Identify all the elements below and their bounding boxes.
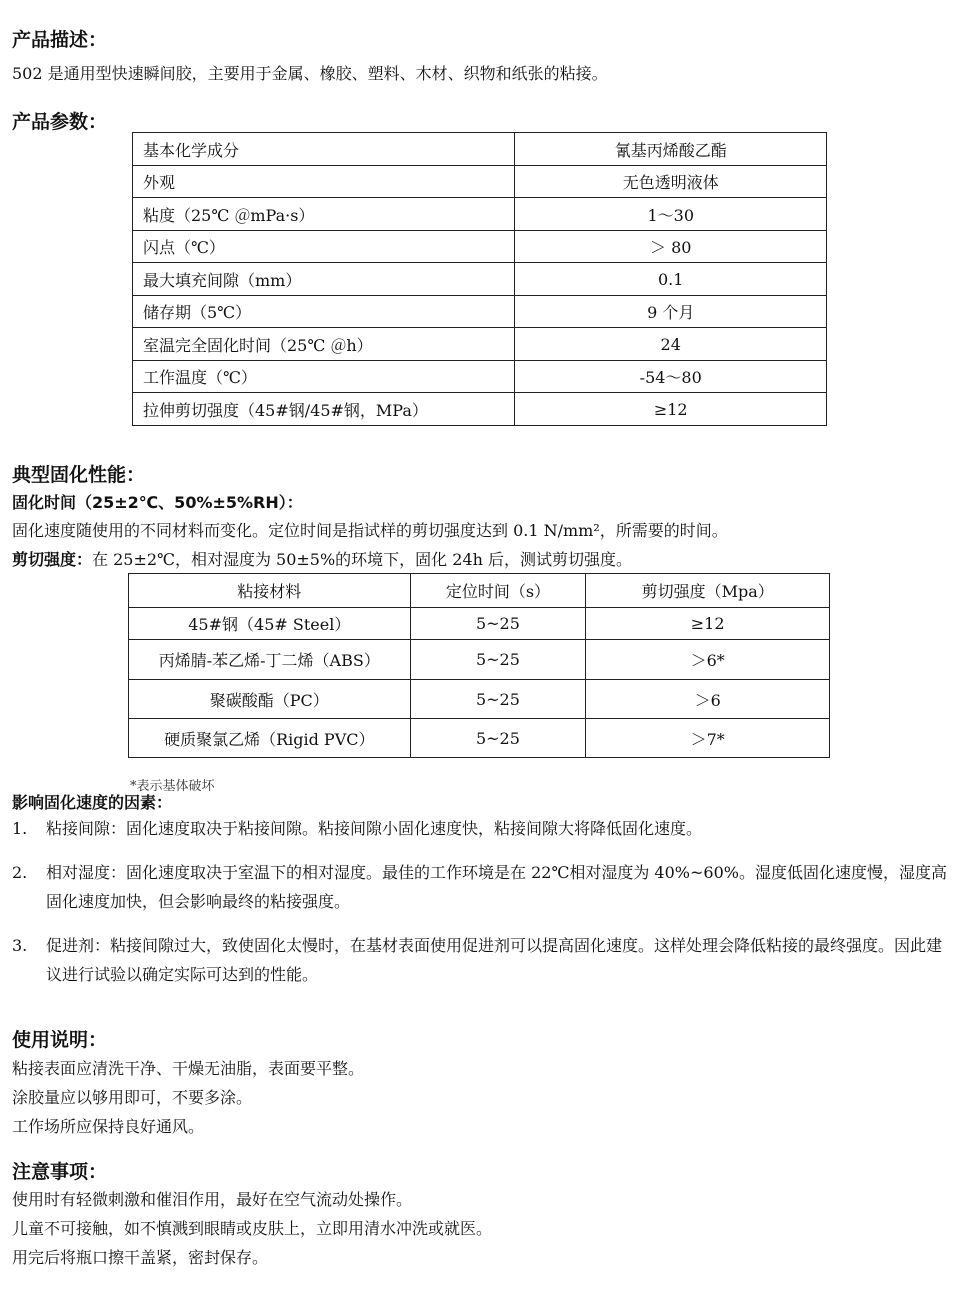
material-cell: 聚碳酸酯（PC） bbox=[129, 680, 411, 719]
param-label: 外观 bbox=[133, 166, 515, 198]
table-row bbox=[129, 680, 830, 719]
time-cell: 5~25 bbox=[410, 608, 586, 640]
column-header: 粘接材料 bbox=[129, 574, 411, 608]
param-value: 1～30 bbox=[515, 198, 827, 231]
param-value: 0.1 bbox=[515, 263, 827, 296]
section-title-description: 产品描述： bbox=[12, 29, 108, 51]
strength-cell: ＞6* bbox=[586, 640, 830, 680]
caution-line: 用完后将瓶口擦干盖紧，密封保存。 bbox=[12, 1248, 269, 1267]
time-cell: 5~25 bbox=[410, 680, 586, 719]
list-item bbox=[12, 858, 948, 916]
param-label: 基本化学成分 bbox=[133, 133, 515, 166]
list-item bbox=[12, 931, 948, 989]
param-value: ≥12 bbox=[515, 393, 827, 426]
cure-table bbox=[128, 573, 830, 758]
table-row bbox=[133, 231, 827, 263]
param-value: 无色透明液体 bbox=[515, 166, 827, 198]
strength-cell: ≥12 bbox=[586, 608, 830, 640]
cure-time-title: 固化时间（25±2℃、50%±5%RH）： bbox=[12, 493, 303, 512]
column-header: 定位时间（s） bbox=[410, 574, 586, 608]
table-row bbox=[133, 296, 827, 328]
table-header-row bbox=[129, 574, 830, 608]
list-text: 粘接间隙：固化速度取决于粘接间隙。粘接间隙小固化速度快，粘接间隙大将降低固化速度。 bbox=[46, 819, 703, 838]
caution-line: 儿童不可接触，如不慎溅到眼睛或皮肤上，立即用清水冲洗或就医。 bbox=[12, 1219, 493, 1238]
param-value: ＞ 80 bbox=[515, 231, 827, 263]
section-title-cure: 典型固化性能： bbox=[12, 464, 146, 486]
param-value: 9 个月 bbox=[515, 296, 827, 328]
param-value: 24 bbox=[515, 328, 827, 361]
param-label: 粘度（25℃ ＠mPa·s） bbox=[133, 198, 515, 231]
table-footnote: *表示基体破坏 bbox=[130, 779, 215, 794]
param-label: 最大填充间隙（mm） bbox=[133, 263, 515, 296]
table-row bbox=[133, 263, 827, 296]
caution-line: 使用时有轻微刺激和催泪作用，最好在空气流动处操作。 bbox=[12, 1190, 413, 1209]
shear-strength-label: 剪切强度： bbox=[12, 550, 93, 569]
section-title-usage: 使用说明： bbox=[12, 1029, 108, 1051]
description-text: 502 是通用型快速瞬间胶，主要用于金属、橡胶、塑料、木材、织物和纸张的粘接。 bbox=[12, 64, 608, 83]
section-title-parameters: 产品参数： bbox=[12, 111, 108, 133]
table-row bbox=[129, 608, 830, 640]
table-row bbox=[133, 198, 827, 231]
table-row bbox=[133, 166, 827, 198]
param-label: 工作温度（℃） bbox=[133, 361, 515, 393]
table-row bbox=[133, 328, 827, 361]
material-cell: 丙烯腈-苯乙烯-丁二烯（ABS） bbox=[129, 640, 411, 680]
param-label: 室温完全固化时间（25℃ ＠h） bbox=[133, 328, 515, 361]
list-number: 3. bbox=[12, 936, 28, 955]
material-cell: 45#钢（45# Steel） bbox=[129, 608, 411, 640]
usage-line: 工作场所应保持良好通风。 bbox=[12, 1117, 205, 1136]
material-cell: 硬质聚氯乙烯（Rigid PVC） bbox=[129, 719, 411, 758]
list-number: 2. bbox=[12, 863, 28, 882]
list-text: 相对湿度：固化速度取决于室温下的相对湿度。最佳的工作环境是在 22℃相对湿度为 40%~60%。湿度低固化速度慢，湿度高固化速度加快，但会影响最终的粘接强度。 bbox=[46, 863, 947, 911]
table-row bbox=[129, 640, 830, 680]
section-title-factors: 影响固化速度的因素： bbox=[12, 793, 173, 812]
param-label: 拉伸剪切强度（45#钢/45#钢，MPa） bbox=[133, 393, 515, 426]
list-text: 促进剂：粘接间隙过大，致使固化太慢时，在基材表面使用促进剂可以提高固化速度。这样处理会降低粘接的最终强度。因此建议进行试验以确定实际可达到的性能。 bbox=[46, 936, 943, 984]
table-row bbox=[129, 719, 830, 758]
usage-line: 粘接表面应清洗干净、干燥无油脂，表面要平整。 bbox=[12, 1059, 365, 1078]
column-header: 剪切强度（Mpa） bbox=[586, 574, 830, 608]
time-cell: 5~25 bbox=[410, 640, 586, 680]
param-label: 闪点（℃） bbox=[133, 231, 515, 263]
cure-time-text: 固化速度随使用的不同材料而变化。定位时间是指试样的剪切强度达到 0.1 N/mm²，所需要的时间。 bbox=[12, 521, 728, 540]
list-number: 1. bbox=[12, 819, 28, 838]
table-row bbox=[133, 361, 827, 393]
usage-line: 涂胶量应以够用即可，不要多涂。 bbox=[12, 1088, 253, 1107]
parameters-table bbox=[132, 132, 827, 426]
table-row bbox=[133, 393, 827, 426]
section-title-caution: 注意事项： bbox=[12, 1161, 108, 1183]
list-item bbox=[12, 814, 948, 843]
strength-cell: ＞6 bbox=[586, 680, 830, 719]
time-cell: 5~25 bbox=[410, 719, 586, 758]
strength-cell: ＞7* bbox=[586, 719, 830, 758]
param-value: -54～80 bbox=[515, 361, 827, 393]
param-label: 储存期（5℃） bbox=[133, 296, 515, 328]
shear-strength-line bbox=[12, 547, 632, 570]
param-value: 氰基丙烯酸乙酯 bbox=[515, 133, 827, 166]
shear-strength-text: 在 25±2℃，相对湿度为 50±5%的环境下，固化 24h 后，测试剪切强度。 bbox=[92, 550, 633, 569]
table-row bbox=[133, 133, 827, 166]
